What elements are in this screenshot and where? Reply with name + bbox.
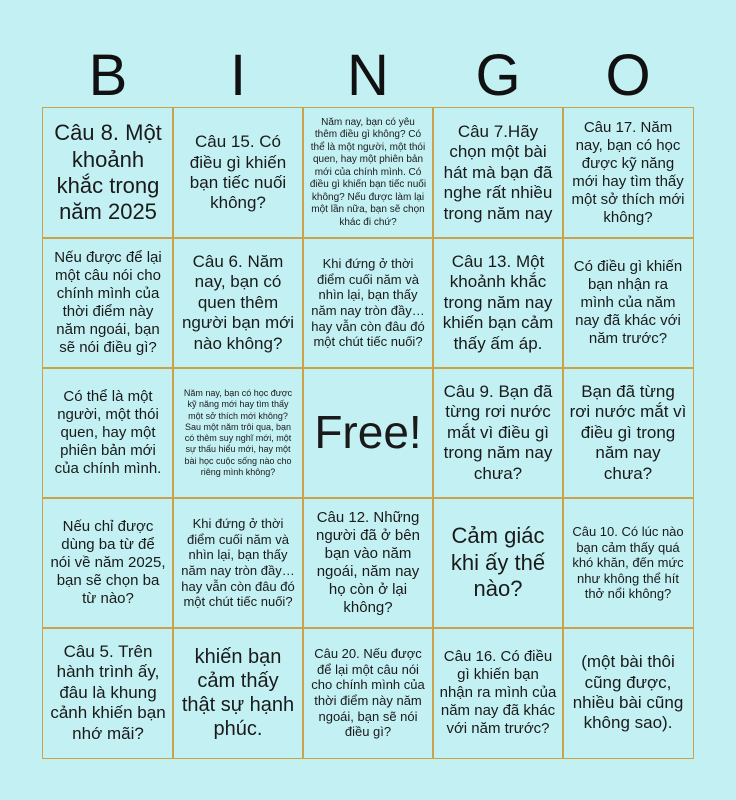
bingo-cell-r2c1[interactable]: Nếu được để lại một câu nói cho chính mình của thời điểm này năm ngoái, bạn sẽ nói điều gì?: [42, 237, 174, 369]
title-letter-b: B: [88, 43, 128, 108]
bingo-cell-r5c3[interactable]: Câu 20. Nếu được để lại một câu nói cho chính mình của thời điểm này năm ngoái, bạn sẽ nói điều gì?: [302, 627, 434, 759]
title-letter-i: I: [229, 43, 247, 108]
bingo-cell-r2c4[interactable]: Câu 13. Một khoảnh khắc trong năm nay khiến bạn cảm thấy ấm áp.: [432, 237, 564, 369]
bingo-cell-r4c1[interactable]: Nếu chỉ được dùng ba từ để nói về năm 2025, bạn sẽ chọn ba từ nào?: [42, 497, 174, 629]
bingo-cell-r4c2[interactable]: Khi đứng ở thời điểm cuối năm và nhìn lại, bạn thấy năm nay tròn đầy… hay vẫn còn đâu đó một chút tiếc nuối?: [172, 497, 304, 629]
bingo-cell-r1c1[interactable]: Câu 8. Một khoảnh khắc trong năm 2025: [42, 107, 174, 239]
bingo-cell-r5c5[interactable]: (một bài thôi cũng được, nhiều bài cũng không sao).: [562, 627, 694, 759]
bingo-cell-r3c2[interactable]: Năm nay, bạn có học được kỹ năng mới hay tìm thấy một sở thích mới không? Sau một năm trôi qua, bạn có thêm suy nghĩ mới, một sự thấu hiểu mới, hay một bài học cuộc sống nào cho riêng mình không?: [172, 367, 304, 499]
bingo-cell-r4c5[interactable]: Câu 10. Có lúc nào bạn cảm thấy quá khó khăn, đến mức như không thể hít thở nổi không?: [562, 497, 694, 629]
bingo-cell-r3c1[interactable]: Có thể là một người, một thói quen, hay một phiên bản mới của chính mình.: [42, 367, 174, 499]
bingo-grid: [43, 108, 693, 758]
bingo-cell-r5c1[interactable]: Câu 5. Trên hành trình ấy, đâu là khung cảnh khiến bạn nhớ mãi?: [42, 627, 174, 759]
bingo-title: [43, 43, 693, 108]
bingo-cell-r3c5[interactable]: Bạn đã từng rơi nước mắt vì điều gì trong năm nay chưa?: [562, 367, 694, 499]
bingo-cell-r2c5[interactable]: Có điều gì khiến bạn nhận ra mình của năm nay đã khác với năm trước?: [562, 237, 694, 369]
bingo-cell-free[interactable]: Free!: [302, 367, 434, 499]
bingo-cell-r1c2[interactable]: Câu 15. Có điều gì khiến bạn tiếc nuối không?: [172, 107, 304, 239]
title-letter-g: G: [475, 43, 521, 108]
bingo-cell-r2c3[interactable]: Khi đứng ở thời điểm cuối năm và nhìn lại, bạn thấy năm nay tròn đầy… hay vẫn còn đâu đó một chút tiếc nuối?: [302, 237, 434, 369]
bingo-cell-r4c3[interactable]: Câu 12. Những người đã ở bên bạn vào năm ngoái, năm nay họ còn ở lại không?: [302, 497, 434, 629]
bingo-cell-r4c4[interactable]: Cảm giác khi ấy thế nào?: [432, 497, 564, 629]
bingo-cell-r1c3[interactable]: Năm nay, bạn có yêu thêm điều gì không? Có thể là một người, một thói quen, hay một phiên bản mới của chính mình. Có điều gì khiến bạn tiếc nuối không? Nếu được làm lại một lần nữa, bạn sẽ chọn khác đi chứ?: [302, 107, 434, 239]
title-letter-n: N: [347, 43, 389, 108]
bingo-cell-r3c4[interactable]: Câu 9. Bạn đã từng rơi nước mắt vì điều gì trong năm nay chưa?: [432, 367, 564, 499]
bingo-cell-r5c4[interactable]: Câu 16. Có điều gì khiến bạn nhận ra mình của năm nay đã khác với năm trước?: [432, 627, 564, 759]
bingo-cell-r1c5[interactable]: Câu 17. Năm nay, bạn có học được kỹ năng mới hay tìm thấy một sở thích mới không?: [562, 107, 694, 239]
bingo-cell-r1c4[interactable]: Câu 7.Hãy chọn một bài hát mà bạn đã nghe rất nhiều trong năm nay: [432, 107, 564, 239]
bingo-cell-r2c2[interactable]: Câu 6. Năm nay, bạn có quen thêm người bạn mới nào không?: [172, 237, 304, 369]
bingo-cell-r5c2[interactable]: khiến bạn cảm thấy thật sự hạnh phúc.: [172, 627, 304, 759]
title-letter-o: O: [605, 43, 651, 108]
